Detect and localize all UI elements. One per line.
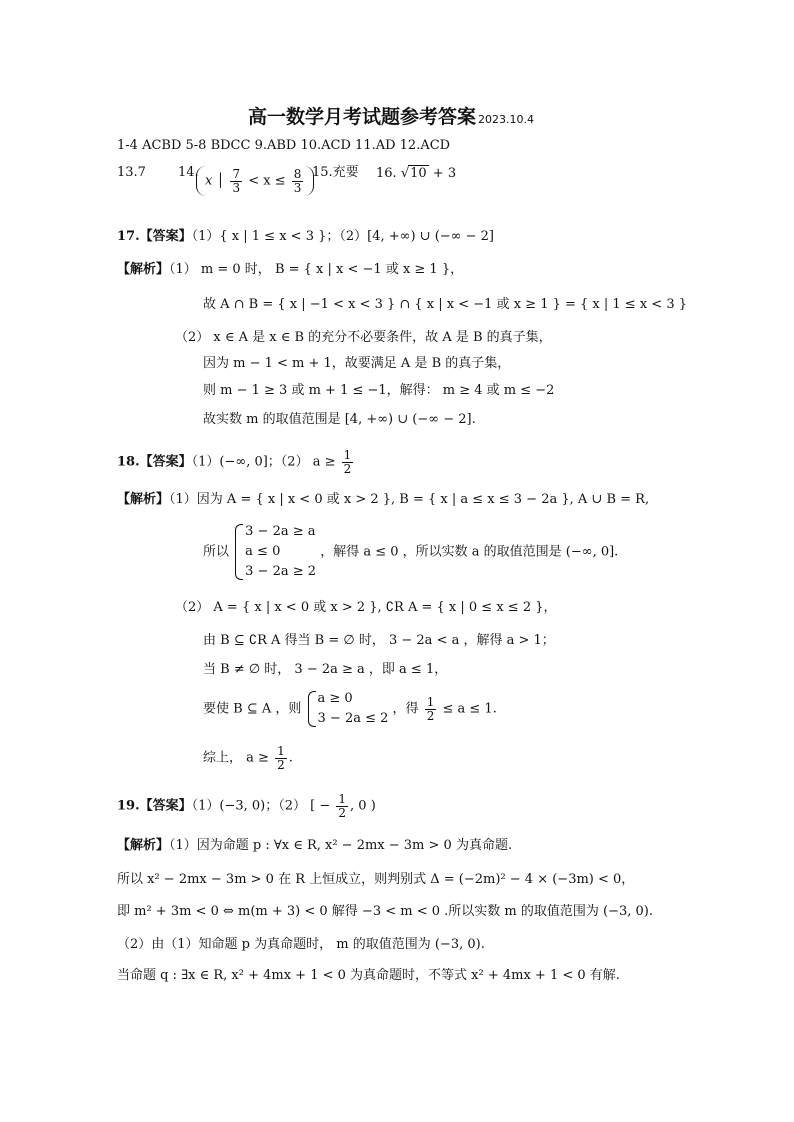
choice-answers: 1-4 ACBD 5-8 BDCC 9.ABD 10.ACD 11.AD 12.ACD [117, 138, 451, 153]
q18-analysis-7: 综上， a ≥ $\frac{1}{2}$ . [203, 744, 293, 772]
answer-14-label: 14. [178, 165, 199, 180]
inequality-system-1: 3 − 2a ≥ a a ≤ 0 3 − 2a ≥ 2 [233, 522, 316, 582]
q18-analysis-4: 由 B ⊆ ∁R A 得当 B = ∅ 时， 3 − 2a < a ，解得 a > 1； [203, 633, 555, 648]
q18-analysis-2: 所以 3 − 2a ≥ a a ≤ 0 3 − 2a ≥ 2 ，解得 a ≤ 0 ，所以实数 a 的取值范围是 (−∞, 0]. [203, 522, 618, 582]
answer-14-set [196, 166, 314, 196]
q19-answer: 19.【答案】（1）(−3, 0)；（2） [ − $\frac{1}{2}$ , 0 ) [117, 792, 376, 820]
answer-15: 15.充要 [312, 165, 359, 180]
title-date: 2023.10.4 [478, 113, 534, 126]
q17-analysis-6: 故实数 m 的取值范围是 [4, +∞) ∪ (−∞ − 2]. [203, 412, 476, 427]
answer-16: 16. √10 + 3 [376, 166, 457, 181]
q19-analysis-3: 即 m² + 3m < 0 ⇔ m(m + 3) < 0 解得 −3 < m < 0 .所以实数 m 的取值范围为 (−3, 0). [117, 904, 653, 919]
q18-analysis-1: 【解析】（1）因为 A = { x | x < 0 或 x > 2 }, B = { x | a ≤ x ≤ 3 − 2a }, A ∪ B = R, [117, 492, 650, 507]
q19-analysis-1: 【解析】（1）因为命题 p : ∀x ∈ R, x² − 2mx − 3m > 0 为真命题. [117, 838, 513, 853]
inequality-system-2: a ≥ 0 3 − 2a ≤ 2 [306, 689, 389, 729]
q17-analysis-3: （2） x ∈ A 是 x ∈ B 的充分不必要条件，故 A 是 B 的真子集， [175, 330, 552, 345]
q17-analysis-4: 因为 m − 1 < m + 1，故要满足 A 是 B 的真子集， [203, 356, 511, 371]
fraction-half-2: $\frac{1}{2}$ [426, 695, 435, 723]
q19-analysis-2: 所以 x² − 2mx − 3m > 0 在 R 上恒成立，则判别式 Δ = (−2m)² − 4 × (−3m) < 0， [117, 872, 635, 887]
q19-analysis-4: （2）由（1）知命题 p 为真命题时， m 的取值范围为 (−3, 0). [117, 937, 485, 952]
q18-analysis-3: （2） A = { x | x < 0 或 x > 2 }, ∁R A = { x | 0 ≤ x ≤ 2 }， [175, 600, 557, 615]
page-title [248, 106, 534, 129]
q18-answer: 18.【答案】（1）(−∞, 0]；（2） a ≥ $\frac{1}{2}$ [117, 448, 352, 476]
q17-analysis-1: 【解析】（1） m = 0 时， B = { x | x < −1 或 x ≥ 1 }， [117, 262, 464, 277]
answer-13: 13.7 [117, 165, 146, 180]
q19-analysis-5: 当命题 q : ∃x ∈ R, x² + 4mx + 1 < 0 为真命题时，不等式 x² + 4mx + 1 < 0 有解. [117, 968, 620, 983]
fraction-half-3: $\frac{1}{2}$ [277, 744, 285, 772]
q17-analysis-2: 故 A ∩ B = { x | −1 < x < 3 } ∩ { x | x < −1 或 x ≥ 1 } = { x | 1 ≤ x < 3 } [203, 297, 687, 312]
title-text: 高一数学月考试题参考答案 [248, 106, 477, 128]
q17-answer: 17.【答案】（1）{ x | 1 ≤ x < 3 }；（2）[4, +∞) ∪ (−∞ − 2] [117, 229, 494, 244]
set-braces: x │ $\frac{7}{3}$ < x ≤ $\frac{8}{3}$ [196, 166, 314, 196]
q18-analysis-6: 要使 B ⊆ A ，则 a ≥ 0 3 − 2a ≤ 2 ，得 $\frac{1}{2}$ ≤ a ≤ 1. [203, 689, 497, 729]
q17-analysis-5: 则 m − 1 ≥ 3 或 m + 1 ≤ −1，解得： m ≥ 4 或 m ≤ −2 [203, 383, 555, 398]
fraction-half-4: $\frac{1}{2}$ [338, 792, 347, 820]
fraction-8-3: $\frac{8}{3}$ [293, 167, 302, 195]
q18-analysis-5: 当 B ≠ ∅ 时， 3 − 2a ≥ a ，即 a ≤ 1， [203, 662, 448, 677]
fraction-half: $\frac{1}{2}$ [343, 448, 352, 476]
fraction-7-3: $\frac{7}{3}$ [232, 167, 241, 195]
